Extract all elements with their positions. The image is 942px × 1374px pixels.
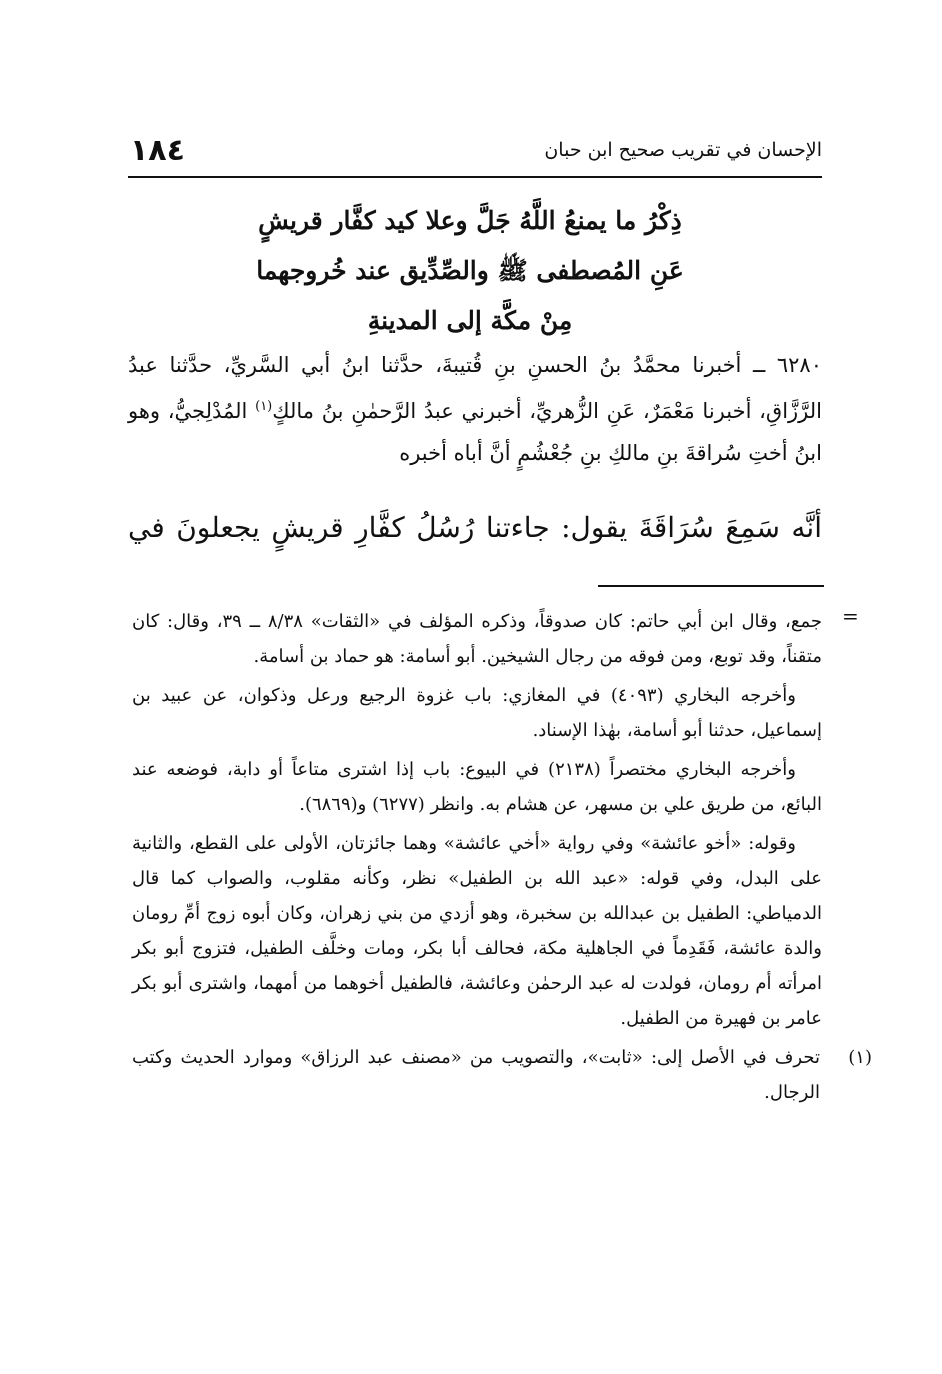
chapter-heading-line-3: مِنْ مكَّة إلى المدينةِ xyxy=(367,306,573,335)
footnote-paragraph: وأخرجه البخاري مختصراً (٢١٣٨) في البيوع: باب إذا اشترى متاعاً أو دابة، فوضعه عند البائع، من طريق علي بن مسهر، عن هشام به. وانظر (٦٢٧٧) و(٦٨٦٩). xyxy=(132,759,822,815)
hadith-large-line: أنَّه سَمِعَ سُرَاقَةَ يقول: جاءتنا رُسُلُ كفَّارِ قريشٍ يجعلونَ في xyxy=(128,511,822,544)
footnote-continuation-marker: = xyxy=(842,604,859,628)
footnote-reference: (١) xyxy=(255,399,273,414)
running-title: الإحسان في تقريب صحيح ابن حبان xyxy=(544,139,822,161)
hadith-continuation-2: المُدْلِجيُّ، وهو ابنُ أختِ سُراقةَ بنِ مالكِ بنِ جُعْشُمٍ أنَّ أباه أخبره xyxy=(128,399,822,465)
footnote-1-number: (١) xyxy=(848,1047,872,1068)
page-header xyxy=(130,130,822,170)
footnote-1 xyxy=(132,1040,872,1110)
footnote-rule xyxy=(598,585,824,587)
header-rule xyxy=(128,176,822,178)
chapter-heading xyxy=(150,196,790,346)
hadith-opening: ٦٢٨٠ ــ أخبرنا محمَّدُ بنُ الحسنِ بنِ قُتيبةَ، حدَّثنا ابنُ أبي السَّريِّ، xyxy=(223,353,822,377)
footnotes xyxy=(132,604,872,1110)
hadith-continuation: حدَّثنا عبدُ الرَّزَّاقِ، أخبرنا مَعْمَرٌ، عَنِ الزُّهريِّ، أخبرني عبدُ الرَّحمٰنِ بنُ مالكٍ xyxy=(128,353,822,423)
chapter-heading-line-2: عَنِ المُصطفى ﷺ والصِّدِّيق عند خُروجهما xyxy=(256,256,684,285)
footnote-paragraph: وقوله: «أخو عائشة» وفي رواية «أخي عائشة» وهما جائزتان، الأولى على القطع، والثانية على البدل، وفي قوله: «عبد الله بن الطفيل» نظر، وكأنه مقلوب، والصواب كما قال الدمياطي: الطفيل بن عبدالله بن سخبرة، وهو أزدي من بني زهران، وكان أبوه زوج أمِّ رومان والدة عائشة، فَقَدِماً في الجاهلية مكة، فحالف أبا بكر، ومات وخلَّف الطفيل، فتزوج أبو بكر امرأته أم رومان، فولدت له عبد الرحمٰن وعائشة، فالطفيل أخوهما من أمهما، واشترى أبو بكر عامر بن فهيرة من الطفيل. xyxy=(132,833,822,1029)
chapter-heading-line-1: ذِكْرُ ما يمنعُ اللَّهُ جَلَّ وعلا كيد كفَّار قريشٍ xyxy=(258,206,682,235)
page-number: ١٨٤ xyxy=(130,132,185,168)
footnote-1-text: تحرف في الأصل إلى: «ثابت»، والتصويب من «مصنف عبد الرزاق» وموارد الحديث وكتب الرجال. xyxy=(132,1047,820,1103)
footnote-paragraph: جمع، وقال ابن أبي حاتم: كان صدوقاً، وذكره المؤلف في «الثقات» ٨/٣٨ ــ ٣٩، وقال: كان متقناً، وقد توبع، ومن فوقه من رجال الشيخين. أبو أسامة: هو حماد بن أسامة. xyxy=(132,611,822,667)
footnote-paragraph: وأخرجه البخاري (٤٠٩٣) في المغازي: باب غزوة الرجيع ورعل وذكوان، عن عبيد بن إسماعيل، حدثنا أبو أسامة، بهٰذا الإسناد. xyxy=(132,685,822,741)
hadith-text xyxy=(128,344,822,474)
